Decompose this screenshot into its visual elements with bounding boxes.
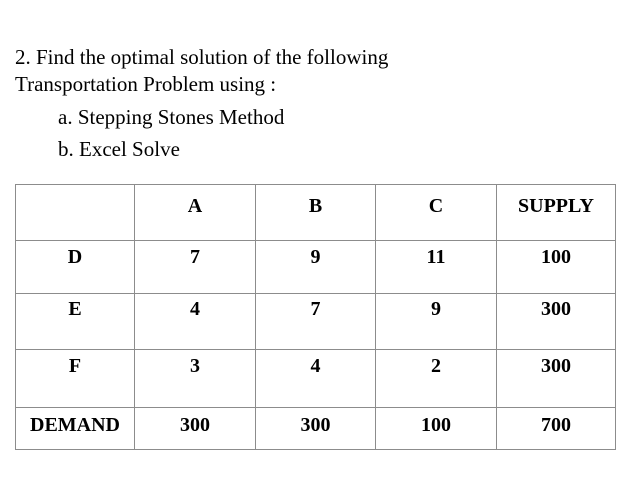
cost-cell: 4 — [256, 350, 376, 408]
cost-cell: 7 — [135, 241, 256, 294]
question-line-1: 2. Find the optimal solution of the following — [15, 45, 389, 69]
demand-row — [16, 408, 616, 450]
header-cell-c: C — [376, 185, 497, 241]
table-header-row — [16, 185, 616, 241]
supply-cell: 300 — [497, 294, 616, 350]
transportation-table — [15, 184, 616, 450]
row-label: F — [16, 350, 135, 408]
cost-cell: 9 — [376, 294, 497, 350]
demand-cell: 300 — [135, 408, 256, 450]
total-cell: 700 — [497, 408, 616, 450]
method-item-a: a. Stepping Stones Method — [58, 105, 285, 129]
demand-cell: 300 — [256, 408, 376, 450]
row-label: E — [16, 294, 135, 350]
row-label: D — [16, 241, 135, 294]
question-line-2: Transportation Problem using : — [15, 72, 277, 96]
supply-cell: 300 — [497, 350, 616, 408]
header-corner-cell — [16, 185, 135, 241]
cost-cell: 9 — [256, 241, 376, 294]
table-row — [16, 241, 616, 294]
demand-label: DEMAND — [16, 408, 135, 450]
header-cell-b: B — [256, 185, 376, 241]
table-row — [16, 350, 616, 408]
demand-cell: 100 — [376, 408, 497, 450]
cost-cell: 11 — [376, 241, 497, 294]
cost-cell: 2 — [376, 350, 497, 408]
method-item-b: b. Excel Solve — [58, 137, 180, 161]
supply-cell: 100 — [497, 241, 616, 294]
cost-cell: 7 — [256, 294, 376, 350]
table-row — [16, 294, 616, 350]
header-cell-supply: SUPPLY — [497, 185, 616, 241]
cost-cell: 4 — [135, 294, 256, 350]
cost-cell: 3 — [135, 350, 256, 408]
method-list — [58, 101, 284, 165]
question-text — [15, 44, 388, 98]
header-cell-a: A — [135, 185, 256, 241]
